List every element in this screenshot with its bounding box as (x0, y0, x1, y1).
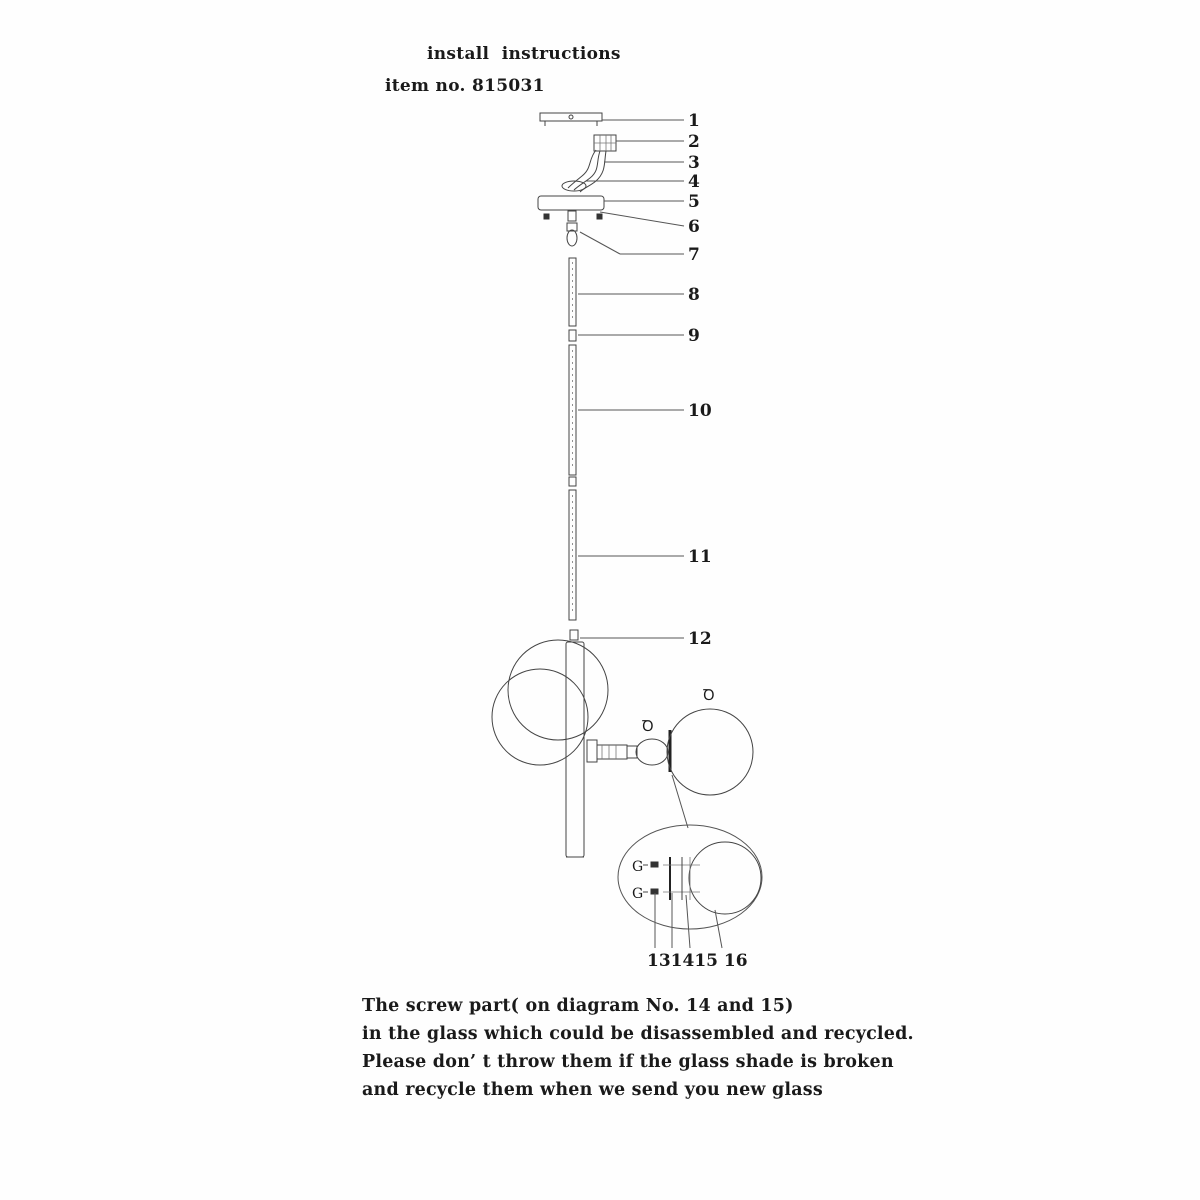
note-line-4: and recycle them when we send you new glass (362, 1080, 823, 1100)
item-number: item no. 815031 (385, 76, 545, 96)
part-rod-upper (569, 258, 576, 326)
part-canopy-screws (544, 211, 602, 221)
part-rod-middle (569, 345, 576, 475)
part-mounting-bracket (540, 113, 602, 126)
note-line-2: in the glass which could be disassembled and recycled. (362, 1024, 914, 1044)
svg-text:G: G (632, 859, 644, 875)
callout-4: 4 (688, 172, 700, 192)
part-canopy (538, 196, 604, 210)
svg-text:Ꝺ: Ꝺ (642, 717, 654, 735)
part-connector-nut (567, 223, 577, 246)
part-rod-lower (569, 490, 576, 620)
detail-callouts-13-16: 131415 16 (647, 951, 748, 971)
callout-8: 8 (688, 285, 700, 305)
svg-text:G: G (632, 886, 644, 902)
callout-2: 2 (688, 132, 700, 152)
part-body-cap (570, 630, 578, 640)
callout-3: 3 (688, 153, 700, 173)
callout-1: 1 (688, 111, 700, 131)
callout-numbers (647, 111, 748, 971)
recycling-note (362, 992, 914, 1104)
note-line-3: Please don’ t throw them if the glass shade is broken (362, 1052, 894, 1072)
svg-text:Ꝺ: Ꝺ (703, 686, 715, 704)
callout-7: 7 (688, 245, 700, 265)
part-terminal-block (594, 135, 616, 151)
callout-10: 10 (688, 401, 712, 421)
part-rod-coupler-upper (569, 330, 576, 341)
callout-9: 9 (688, 326, 700, 346)
part-side-arm-assembly (587, 686, 753, 795)
callout-leader-lines (578, 120, 684, 638)
detail-view-screw-parts (618, 825, 762, 929)
callout-12: 12 (688, 629, 712, 649)
callout-5: 5 (688, 192, 700, 212)
detail-leader-lines (655, 893, 722, 948)
glass-globes-left (492, 640, 608, 765)
sheet-title: install instructions (427, 44, 621, 64)
part-rod-coupler-middle (569, 477, 576, 486)
note-line-1: The screw part( on diagram No. 14 and 15) (362, 996, 794, 1016)
part-wires (562, 150, 606, 192)
callout-6: 6 (688, 217, 700, 237)
callout-11: 11 (688, 547, 712, 567)
